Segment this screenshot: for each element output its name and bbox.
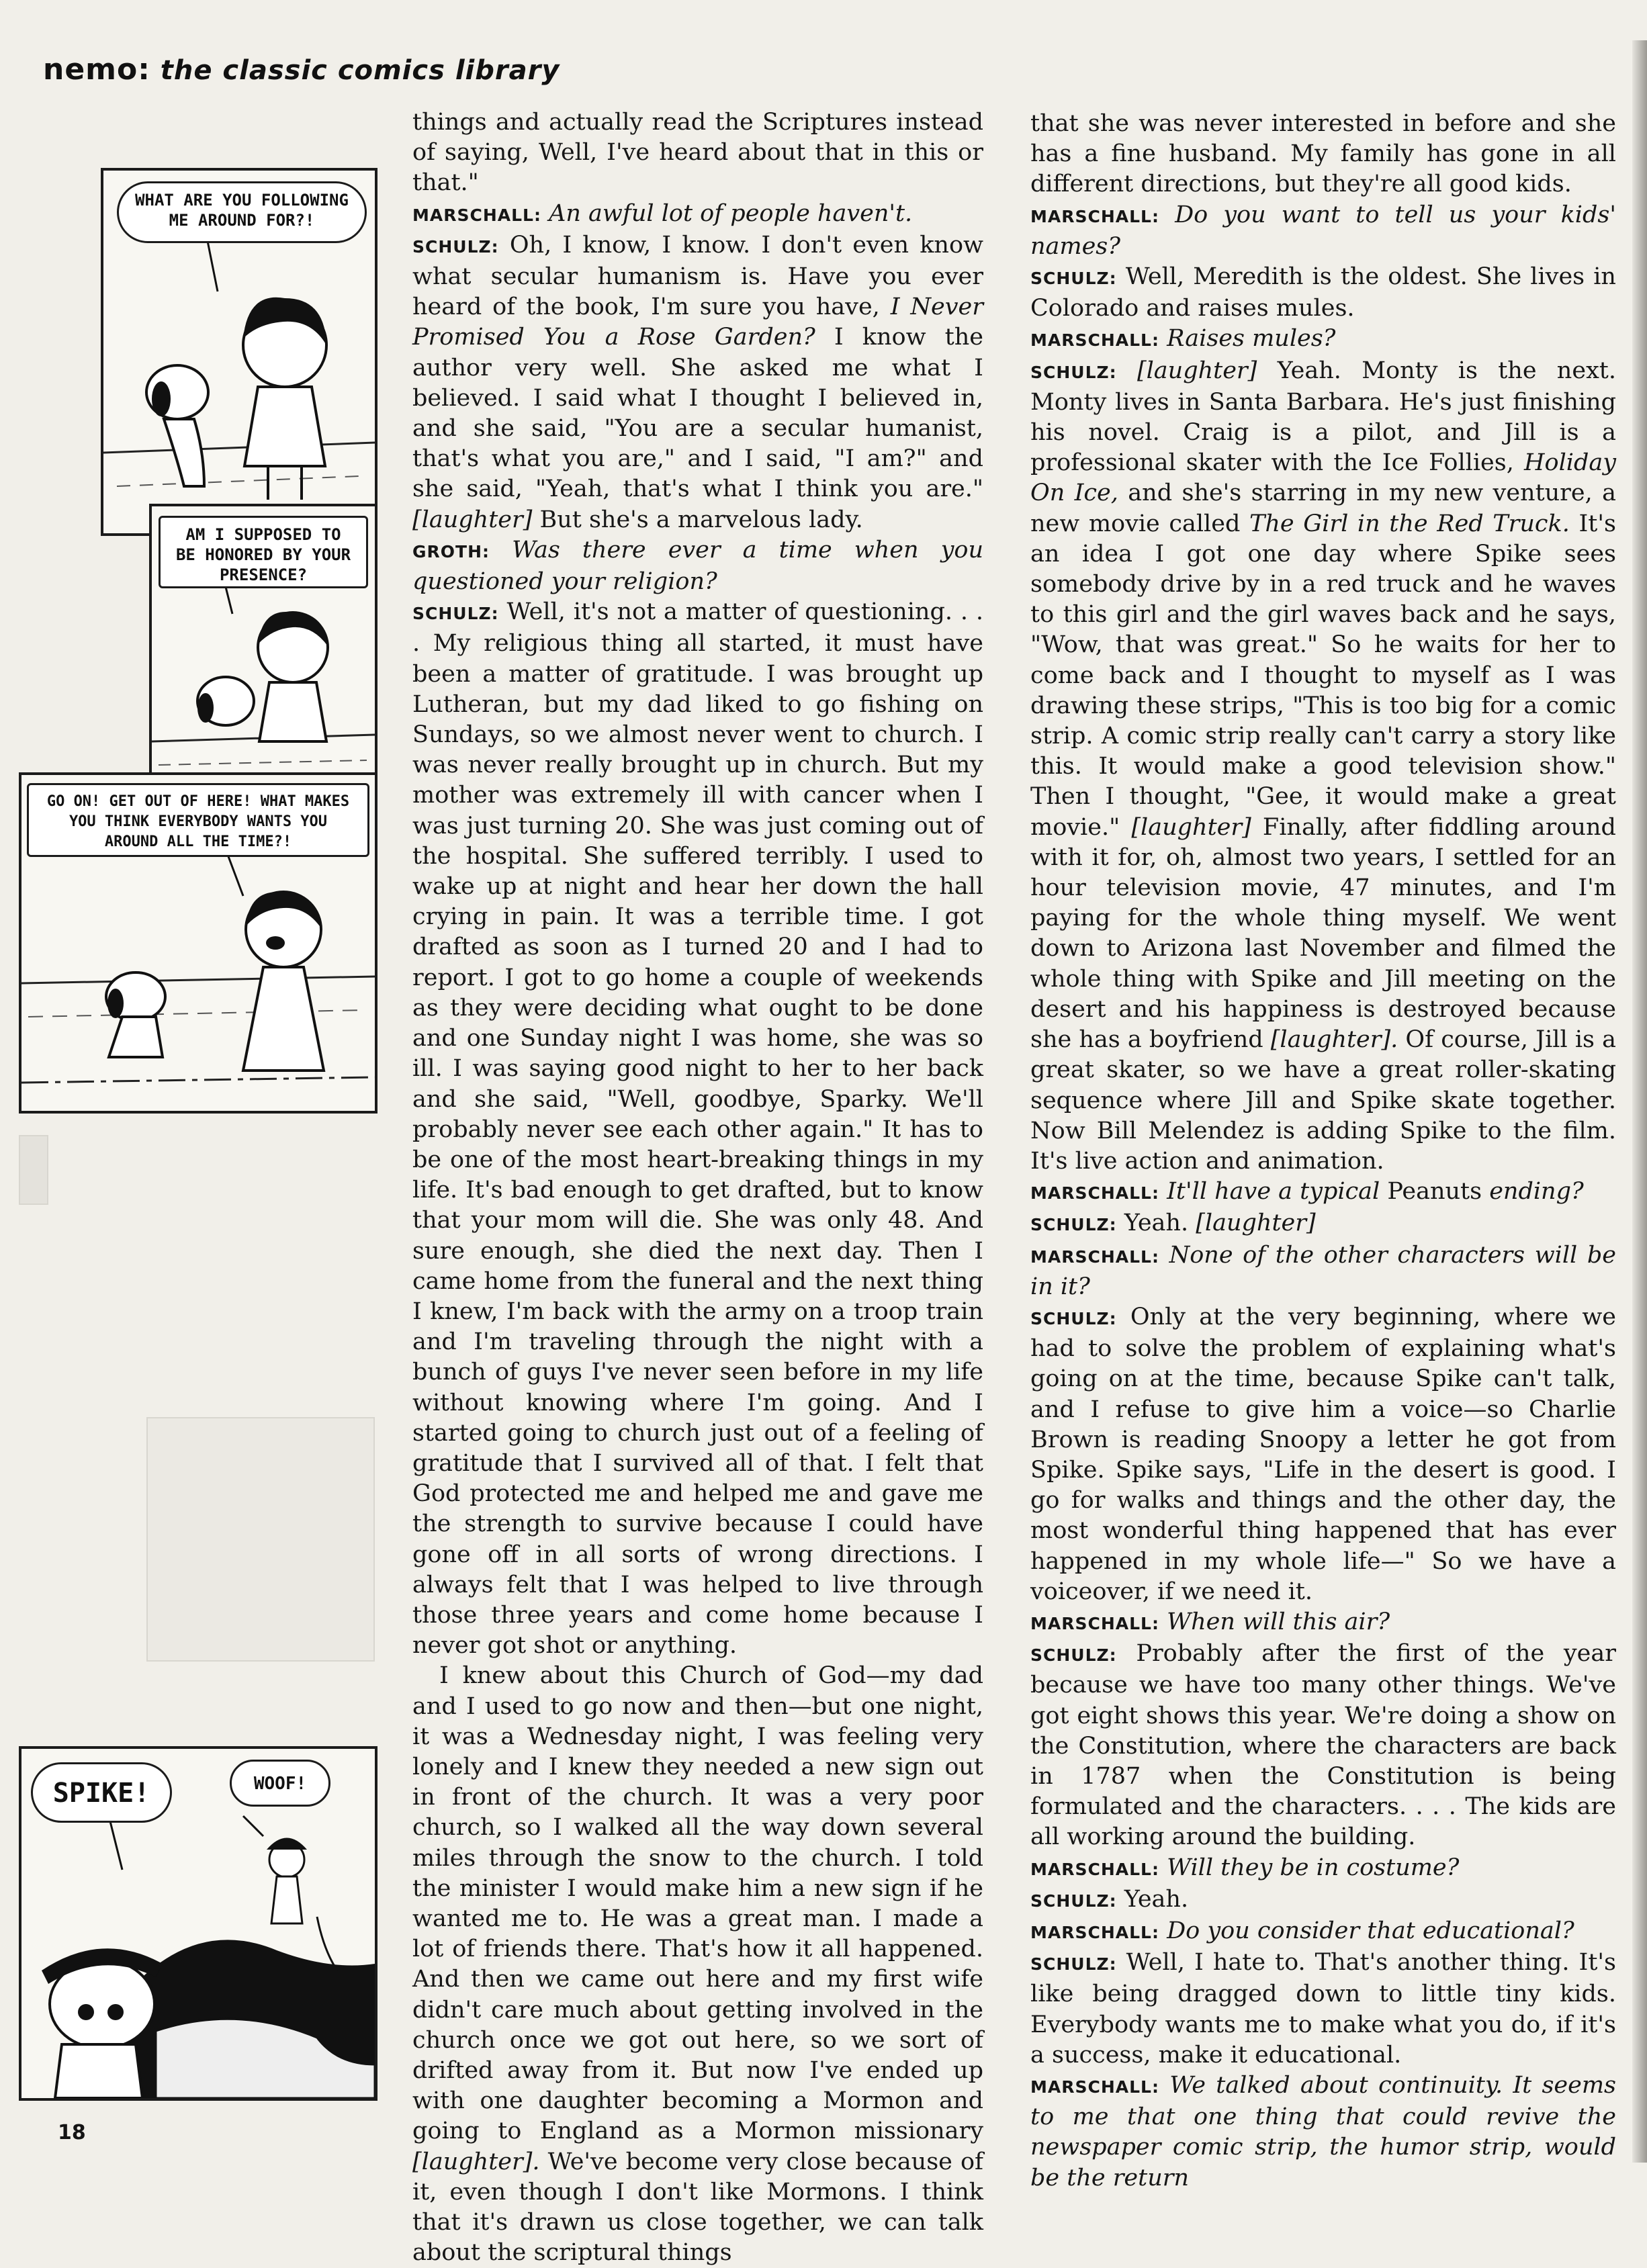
speaker-label: SCHULZ: <box>1030 1308 1117 1328</box>
answer-paragraph: SCHULZ: Only at the very beginning, where we had to solve the problem of explaining what's going on at the time, because Spike can't talk, and I refuse to give him a voice—so Charlie Brown is reading Snoopy a letter he got from Spike. Spike says, "Life in the desert is good. I go for walks and things and the other day, the most wonderful thing happened that has ever happened in my whole life—" So we have a voiceover, if we need it. <box>1030 1303 1616 1605</box>
speaker-label: SCHULZ: <box>1030 1954 1117 1975</box>
paragraph: that she was never interested in before and she has a fine husband. My family has gone in all different directions, but they're all good kids. <box>1030 110 1616 198</box>
answer-paragraph: SCHULZ: [laughter] Yeah. Monty is the next. Monty lives in Santa Barbara. He's just finishing his novel. Craig is a pilot, and Jill is a professional skater with the Ice Follies, Holiday On Ice, and she's starring in my new venture, a new movie called The Girl in the Red Truck. It's an idea I got one day where Spike sees somebody drive by in a red truck and he waves to this girl and the girl waves back and he says, "Wow, that was great." So he waits for her to come back and I thought to myself as I was drawing these strips, "This is too big for a comic strip. A comic strip really can't carry a story like this. It would make a good television show." Then I thought, "Gee, it would make a great movie." [laughter] Finally, after fiddling around with it for, oh, almost two years, I settled for an hour television movie, 47 minutes, and I'm paying for the whole thing myself. We went down to Arizona last November and filmed the whole thing with Spike and Jill meeting on the desert and his happiness is destroyed because she has a boyfriend [laughter]. Of course, Jill is a great skater, so we have a great roller-skating sequence where Jill and Spike skate together. Now Bill Melendez is adding Spike to the film. It's live action and animation. <box>1030 357 1616 1175</box>
answer-paragraph: SCHULZ: Yeah. [laughter] <box>1030 1210 1316 1237</box>
question-paragraph: GROTH: Was there ever a time when you questioned your religion? <box>412 536 983 596</box>
speaker-label: SCHULZ: <box>412 236 499 257</box>
answer-paragraph: SCHULZ: Well, Meredith is the oldest. She lives in Colorado and raises mules. <box>1030 263 1616 322</box>
faded-show-through-1 <box>19 1135 48 1205</box>
speaker-label: MARSCHALL: <box>1030 1922 1159 1942</box>
comic-panel-3 <box>19 772 377 1114</box>
answer-paragraph: SCHULZ: Yeah. <box>1030 1885 1189 1913</box>
speaker-label: MARSCHALL: <box>1030 2077 1159 2097</box>
comic-panel-2 <box>149 504 377 791</box>
answer-paragraph: SCHULZ: Probably after the first of the year because we have too many other things. We've got eight shows this year. We're doing a show on the Constitution, where the characters are back in 1787 when the Constitution is being formulated and the characters. . . . The kids are all working around the building. <box>1030 1640 1616 1851</box>
article-column-1 <box>412 107 983 2268</box>
paragraph: I knew about this Church of God—my dad and I used to go now and then—but one night, it was a Wednesday night, I was feeling very lonely and I knew they needed a new sign out in front of the church. It was a very poor church, so I walked all the way down several miles through the snow to the church. I told the minister I would make him a new sign if he wanted me to. He was a great man. I made a lot of friends there. That's how it all happened. And then we came out here and my first wife didn't care much about getting involved in the church once we got out here, so we sort of drifted away from it. But now I've ended up with one daughter becoming a Mormon and going to England as a Mormon missionary [laughter]. We've become very close because of it, even though I don't like Mormons. I think that it's drawn us close together, we can talk about the scriptural things <box>412 1662 983 2267</box>
question-paragraph: MARSCHALL: Do you consider that educational? <box>1030 1917 1574 1944</box>
page-number: 18 <box>58 2121 86 2144</box>
answer-paragraph: SCHULZ: Oh, I know, I know. I don't even know what secular humanism is. Have you ever heard of the book, I'm sure you have, I Never Promised You a Rose Garden? I know the author very well. She asked me what I believed. I said what I thought I believed in, and she said, "You are a secular humanist, that's what you are," and I said, "I am?" and she said, "Yeah, that's what I think you are." [laughter] But she's a marvelous lady. <box>412 231 983 533</box>
paragraph: things and actually read the Scriptures instead of saying, Well, I've heard about that in this or that." <box>412 109 983 197</box>
page-binding-edge <box>1632 40 1647 2163</box>
speaker-label: SCHULZ: <box>1030 1891 1117 1911</box>
speaker-label: MARSCHALL: <box>1030 1859 1159 1879</box>
speaker-label: GROTH: <box>412 541 490 561</box>
question-paragraph: MARSCHALL: Will they be in costume? <box>1030 1854 1460 1881</box>
question-paragraph: MARSCHALL: When will this air? <box>1030 1608 1390 1635</box>
answer-paragraph: SCHULZ: Well, it's not a matter of questioning. . . . My religious thing all started, it must have been a matter of gratitude. I was brought up Lutheran, but my dad liked to go fishing on Sundays, so we almost never went to church. I was never really brought up in church. But my mother was extremely ill with cancer when I was just turning 20. She was just coming out of the hospital. She suffered terribly. I used to wake up at night and hear her down the hall crying in pain. It was a terrible time. I got drafted as soon as I turned 20 and I had to report. I got to go home a couple of weekends as they were deciding what ought to be done and one Sunday night I was home, she was so ill. I was saying good night to her to her back and she said, "Well, goodbye, Sparky. We'll probably never see each other again." It has to be one of the most heart-breaking things in my life. It's bad enough to get drafted, but to know that your mom will die. She was only 48. And sure enough, she died the next day. Then I came home from the funeral and the next thing I knew, I'm back with the army on a troop train and I'm traveling through the night with a bunch of guys I've never seen before in my life without knowing where I'm going. And I started going to church just out of a feeling of gratitude that I survived all of that. I felt that God protected me and helped me and gave me the strength to survive because I could have gone off in all sorts of wrong directions. I always felt that I was helped to live through those three years and come home because I never got shot or anything. <box>412 598 983 1660</box>
panel-1-speech-bubble: WHAT ARE YOU FOLLOWING ME AROUND FOR?! <box>117 181 367 243</box>
question-paragraph: MARSCHALL: Do you want to tell us your kids' names? <box>1030 201 1616 260</box>
speaker-label: SCHULZ: <box>1030 269 1117 289</box>
question-paragraph: MARSCHALL: We talked about continuity. It seems to me that one thing that could revive the newspaper comic strip, the humor strip, would be the return <box>1030 2072 1616 2191</box>
panel-4-right-speech-bubble: WOOF! <box>230 1760 330 1807</box>
speaker-label: SCHULZ: <box>412 604 499 624</box>
magazine-brand: nemo: <box>43 52 150 87</box>
magazine-subtitle: the classic comics library <box>160 55 560 86</box>
question-paragraph: MARSCHALL: An awful lot of people haven't. <box>412 199 913 227</box>
speaker-label: SCHULZ: <box>1030 362 1117 382</box>
speaker-label: SCHULZ: <box>1030 1645 1117 1666</box>
article-column-2 <box>1030 109 1616 2193</box>
speaker-label: MARSCHALL: <box>1030 1183 1159 1204</box>
speaker-label: MARSCHALL: <box>1030 206 1159 226</box>
faded-show-through-2 <box>146 1417 375 1662</box>
comic-panel-1 <box>101 168 377 536</box>
question-paragraph: MARSCHALL: It'll have a typical Peanuts ending? <box>1030 1178 1584 1206</box>
speaker-label: MARSCHALL: <box>1030 1613 1159 1633</box>
speaker-label: MARSCHALL: <box>1030 330 1159 351</box>
speaker-label: MARSCHALL: <box>412 205 541 225</box>
page-header <box>43 52 560 87</box>
speaker-label: MARSCHALL: <box>1030 1246 1159 1267</box>
comic-strip <box>19 101 375 2116</box>
question-paragraph: MARSCHALL: None of the other characters will be in it? <box>1030 1241 1616 1300</box>
panel-3-speech-bubble: GO ON! GET OUT OF HERE! WHAT MAKES YOU THINK EVERYBODY WANTS YOU AROUND ALL THE TIME?! <box>27 783 369 857</box>
question-paragraph: MARSCHALL: Raises mules? <box>1030 325 1336 353</box>
answer-paragraph: SCHULZ: Well, I hate to. That's another thing. It's like being dragged down to little tiny kids. Everybody wants me to make what you do, if it's a success, make it educational. <box>1030 1949 1616 2069</box>
comic-panel-4 <box>19 1746 377 2101</box>
speaker-label: SCHULZ: <box>1030 1215 1117 1235</box>
panel-4-left-speech-bubble: SPIKE! <box>31 1762 172 1823</box>
panel-2-speech-bubble: AM I SUPPOSED TO BE HONORED BY YOUR PRESENCE? <box>159 516 368 588</box>
